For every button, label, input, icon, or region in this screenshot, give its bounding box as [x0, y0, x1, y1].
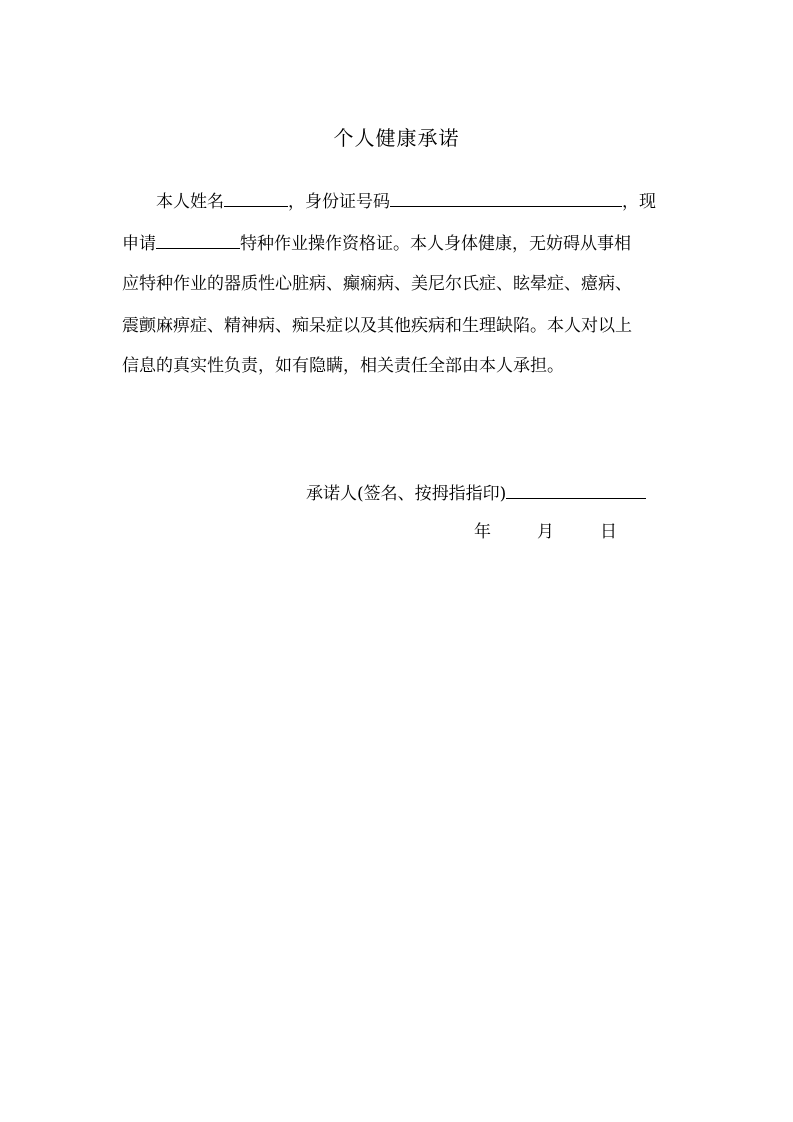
paragraph-line-5: 信息的真实性负责，如有隐瞒，相关责任全部由本人承担。 — [122, 356, 564, 376]
name-blank — [224, 188, 288, 207]
document-title: 个人健康承诺 — [333, 126, 460, 150]
date-month: 月 — [537, 522, 554, 542]
certificate-type-blank — [156, 230, 240, 249]
date-row — [474, 520, 617, 544]
id-number-label: ，身份证号码 — [288, 192, 390, 212]
paragraph-line-1 — [122, 188, 674, 214]
paragraph-line-4: 震颤麻痹症、精神病、痴呆症以及其他疾病和生理缺陷。本人对以上 — [122, 316, 632, 336]
apply-label: 申请 — [122, 234, 156, 254]
date-day: 日 — [600, 522, 617, 542]
id-number-blank — [390, 188, 622, 207]
signature-label: 承诺人(签名、按拇指指印) — [306, 484, 507, 504]
line1-suffix: ，现 — [622, 192, 656, 212]
line2-text: 特种作业操作资格证。本人身体健康，无妨碍从事相 — [240, 234, 631, 254]
signature-row — [306, 480, 646, 506]
paragraph-line-3: 应特种作业的器质性心脏病、癫痫病、美尼尔氏症、眩晕症、癔病、 — [122, 274, 632, 294]
paragraph-line-2 — [122, 230, 674, 256]
signature-blank — [506, 480, 646, 499]
date-year: 年 — [474, 522, 491, 542]
name-label: 本人姓名 — [156, 192, 224, 212]
